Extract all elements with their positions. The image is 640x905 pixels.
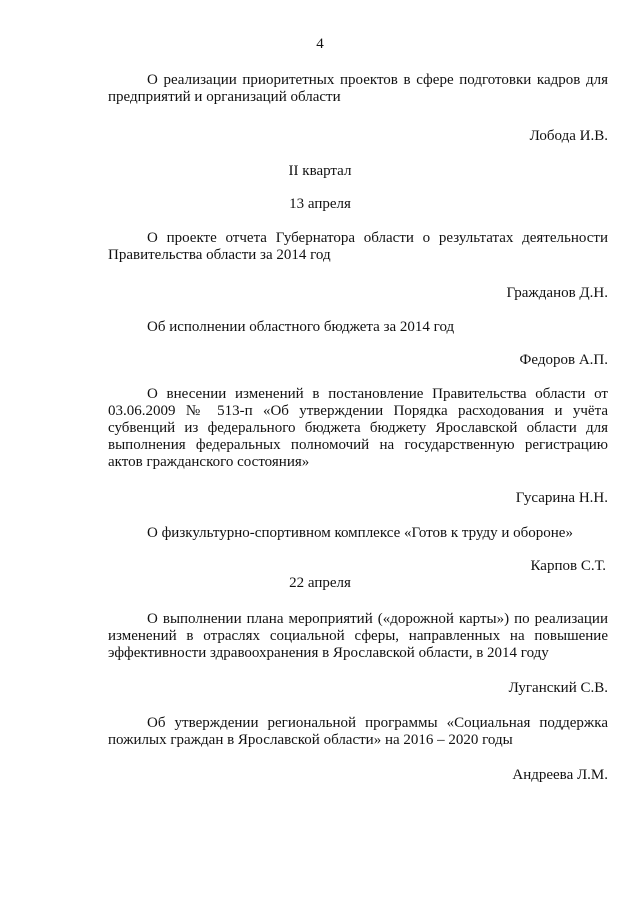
date-heading-2: 22 апреля [289, 575, 351, 591]
agenda-item-6-text: О выполнении плана мероприятий («дорожной карты») по реализации изменений в отраслях социальной сферы, направленных на повышение эффективности здравоохранения в Ярославской области, в 2014 году [108, 611, 608, 661]
agenda-item-5-person: Карпов С.Т. [530, 558, 606, 574]
agenda-item-2-person: Гражданов Д.Н. [506, 285, 608, 301]
agenda-item-2-text: О проекте отчета Губернатора области о результатах деятельности Правительства области за 2014 год [108, 230, 608, 263]
agenda-item-7-text: Об утверждении региональной программы «Социальная поддержка пожилых граждан в Ярославской области» на 2016 – 2020 годы [108, 715, 608, 748]
page-number: 4 [316, 36, 324, 52]
agenda-item-1-person: Лобода И.В. [529, 128, 608, 144]
agenda-item-3-text: Об исполнении областного бюджета за 2014 год [147, 319, 455, 335]
section-heading: II квартал [288, 163, 352, 179]
agenda-item-1-text: О реализации приоритетных проектов в сфере подготовки кадров для предприятий и организаций области [108, 72, 608, 105]
agenda-item-6-person: Луганский С.В. [508, 680, 608, 696]
date-heading-1: 13 апреля [289, 196, 351, 212]
agenda-item-7-person: Андреева Л.М. [512, 767, 608, 783]
agenda-item-3-person: Федоров А.П. [519, 352, 608, 368]
agenda-item-5-text: О физкультурно-спортивном комплексе «Готов к труду и обороне» [147, 525, 573, 541]
agenda-item-4-text: О внесении изменений в постановление Правительства области от 03.06.2009 № 513-п «Об утверждении Порядка расходования и учёта субвенций из федерального бюджета бюджету Ярославской области для выполнения федеральных полномочий на государственную регистрацию актов гражданского состояния» [108, 386, 608, 470]
agenda-item-4-person: Гусарина Н.Н. [515, 490, 608, 506]
